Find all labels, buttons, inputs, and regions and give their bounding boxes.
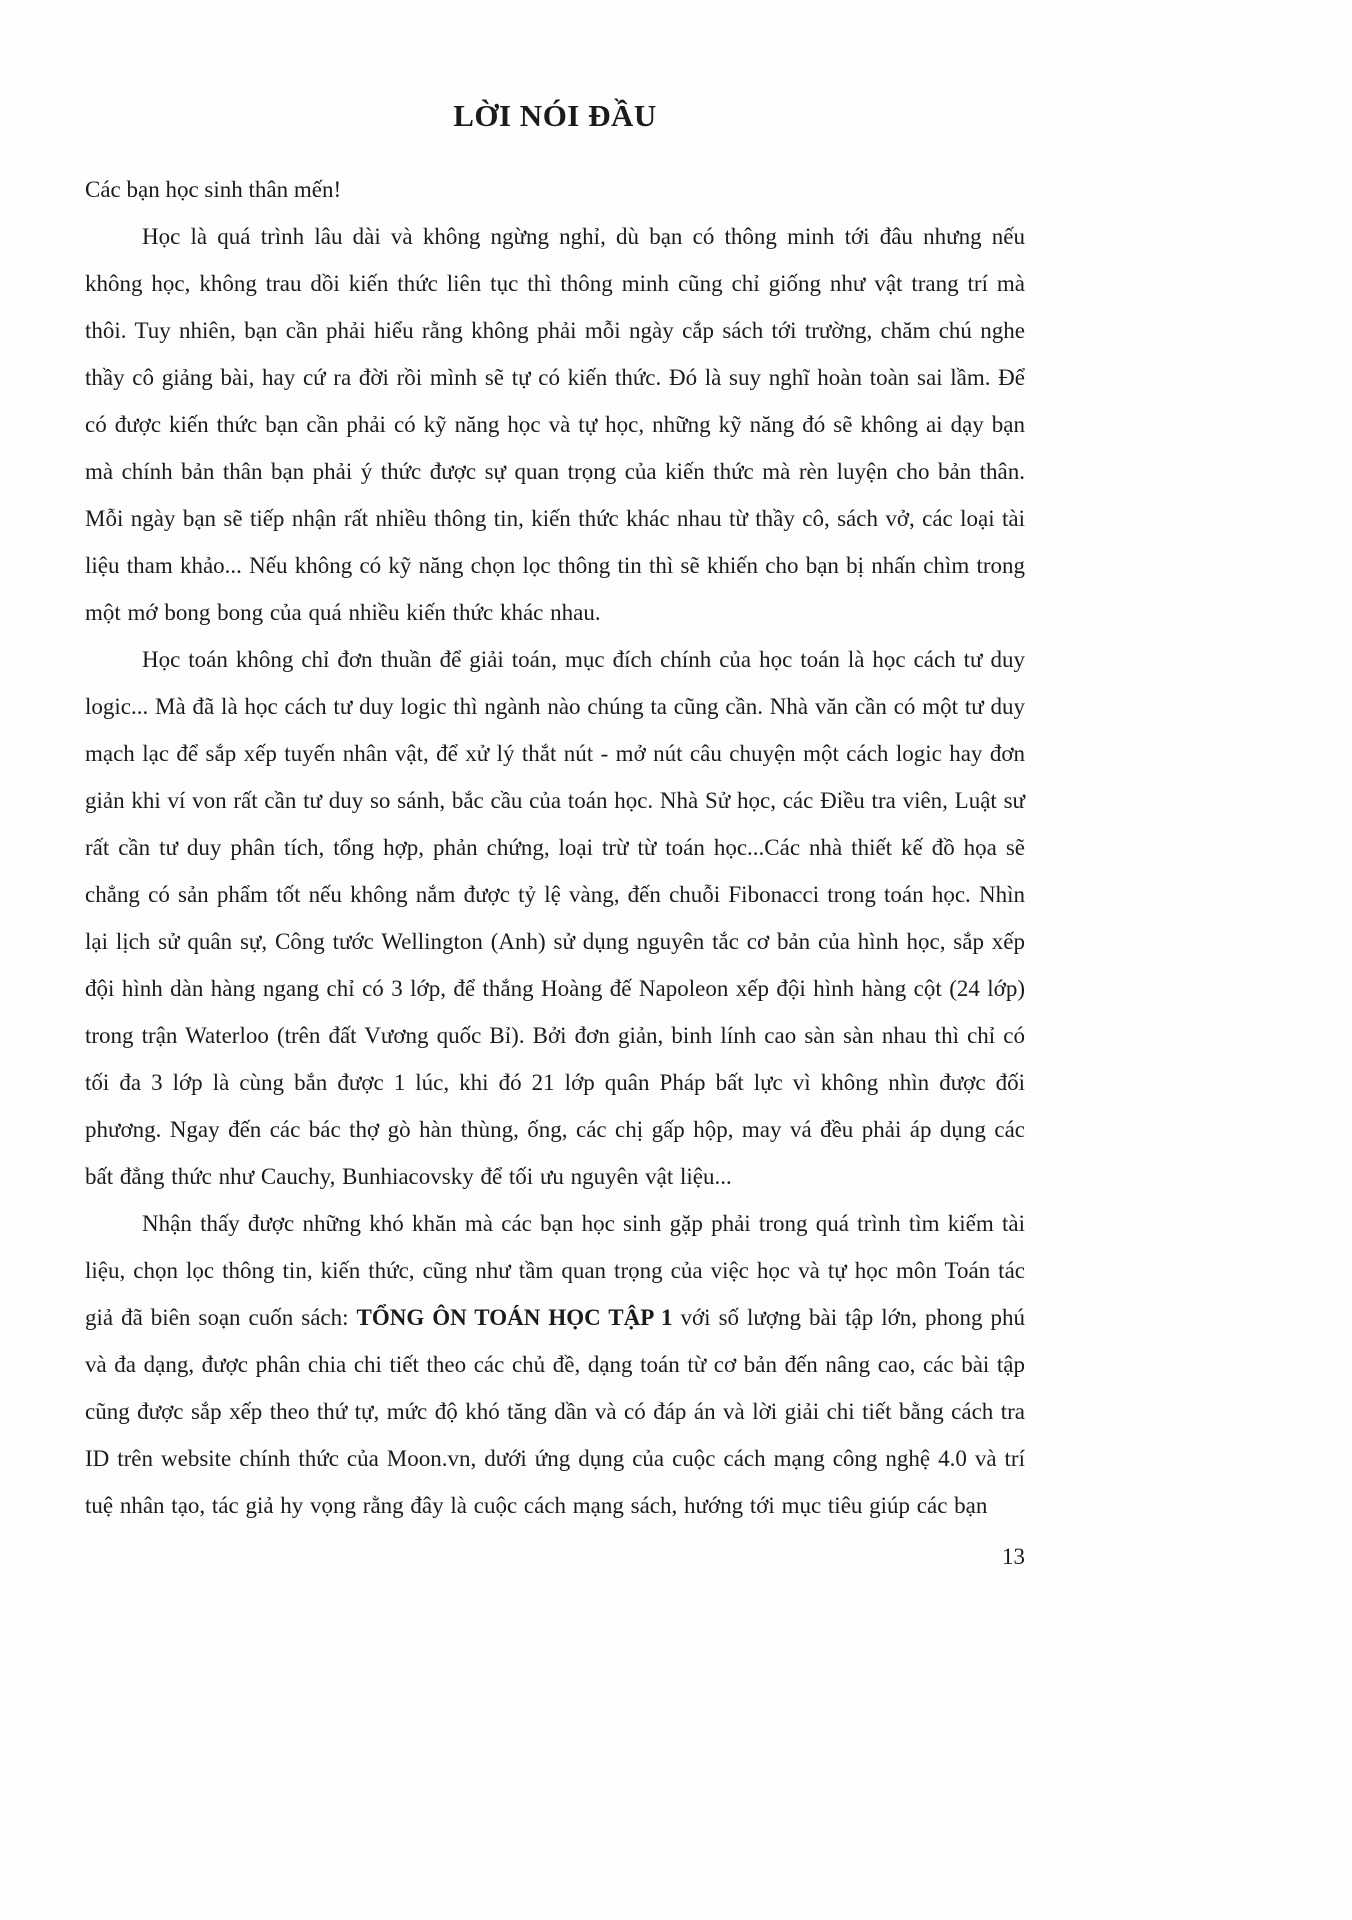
page-content — [85, 96, 1025, 1529]
page-title: LỜI NÓI ĐẦU — [453, 98, 657, 133]
paragraph-3 — [85, 1200, 1025, 1529]
page-number: 13 — [1002, 1544, 1025, 1569]
paragraph-1: Học là quá trình lâu dài và không ngừng nghỉ, dù bạn có thông minh tới đâu nhưng nếu không học, không trau dồi kiến thức liên tục thì thông minh cũng chỉ giống như vật trang trí mà thôi. Tuy nhiên, bạn cần phải hiểu rằng không phải mỗi ngày cắp sách tới trường, chăm chú nghe thầy cô giảng bài, hay cứ ra đời rồi mình sẽ tự có kiến thức. Đó là suy nghĩ hoàn toàn sai lầm. Để có được kiến thức bạn cần phải có kỹ năng học và tự học, những kỹ năng đó sẽ không ai dạy bạn mà chính bản thân bạn phải ý thức được sự quan trọng của kiến thức mà rèn luyện cho bản thân. Mỗi ngày bạn sẽ tiếp nhận rất nhiều thông tin, kiến thức khác nhau từ thầy cô, sách vở, các loại tài liệu tham khảo... Nếu không có kỹ năng chọn lọc thông tin thì sẽ khiến cho bạn bị nhấn chìm trong một mớ bong bong của quá nhiều kiến thức khác nhau. — [85, 224, 1025, 625]
paragraph-3-text-after: với số lượng bài tập lớn, phong phú và đa dạng, được phân chia chi tiết theo các chủ đề, dạng toán từ cơ bản đến nâng cao, các bài tập cũng được sắp xếp theo thứ tự, mức độ khó tăng dần và có đáp án và lời giải chi tiết bằng cách tra ID trên website chính thức của Moon.vn, dưới ứng dụng của cuộc cách mạng công nghệ 4.0 và trí tuệ nhân tạo, tác giả hy vọng rằng đây là cuộc cách mạng sách, hướng tới mục tiêu giúp các bạn — [85, 1305, 1026, 1518]
paragraph-3-text-before: Nhận thấy được những khó khăn mà các bạn học sinh gặp phải trong quá trình tìm kiếm tài liệu, chọn lọc thông tin, kiến thức, cũng như tầm quan trọng của việc học và tự học môn Toán tác giả đã biên soạn cuốn sách: — [85, 1211, 1025, 1330]
paragraph-2: Học toán không chỉ đơn thuần để giải toán, mục đích chính của học toán là học cách tư duy logic... Mà đã là học cách tư duy logic thì ngành nào chúng ta cũng cần. Nhà văn cần có một tư duy mạch lạc để sắp xếp tuyến nhân vật, để xử lý thắt nút - mở nút câu chuyện một cách logic hay đơn giản khi ví von rất cần tư duy so sánh, bắc cầu của toán học. Nhà Sử học, các Điều tra viên, Luật sư rất cần tư duy phân tích, tổng hợp, phản chứng, loại trừ từ toán học...Các nhà thiết kế đồ họa sẽ chẳng có sản phẩm tốt nếu không nắm được tỷ lệ vàng, đến chuỗi Fibonacci trong toán học. Nhìn lại lịch sử quân sự, Công tước Wellington (Anh) sử dụng nguyên tắc cơ bản của hình học, sắp xếp đội hình dàn hàng ngang chỉ có 3 lớp, để thắng Hoàng đế Napoleon xếp đội hình hàng cột (24 lớp) trong trận Waterloo (trên đất Vương quốc Bỉ). Bởi đơn giản, binh lính cao sàn sàn nhau thì chỉ có tối đa 3 lớp là cùng bắn được 1 lúc, khi đó 21 lớp quân Pháp bất lực vì không nhìn được đối phương. Ngay đến các bác thợ gò hàn thùng, ống, các chị gấp hộp, may vá đều phải áp dụng các bất đẳng thức như Cauchy, Bunhiacovsky để tối ưu nguyên vật liệu... — [85, 647, 1025, 1189]
book-title-bold: TỔNG ÔN TOÁN HỌC TẬP 1 — [356, 1305, 673, 1330]
salutation-line: Các bạn học sinh thân mến! — [85, 177, 342, 202]
